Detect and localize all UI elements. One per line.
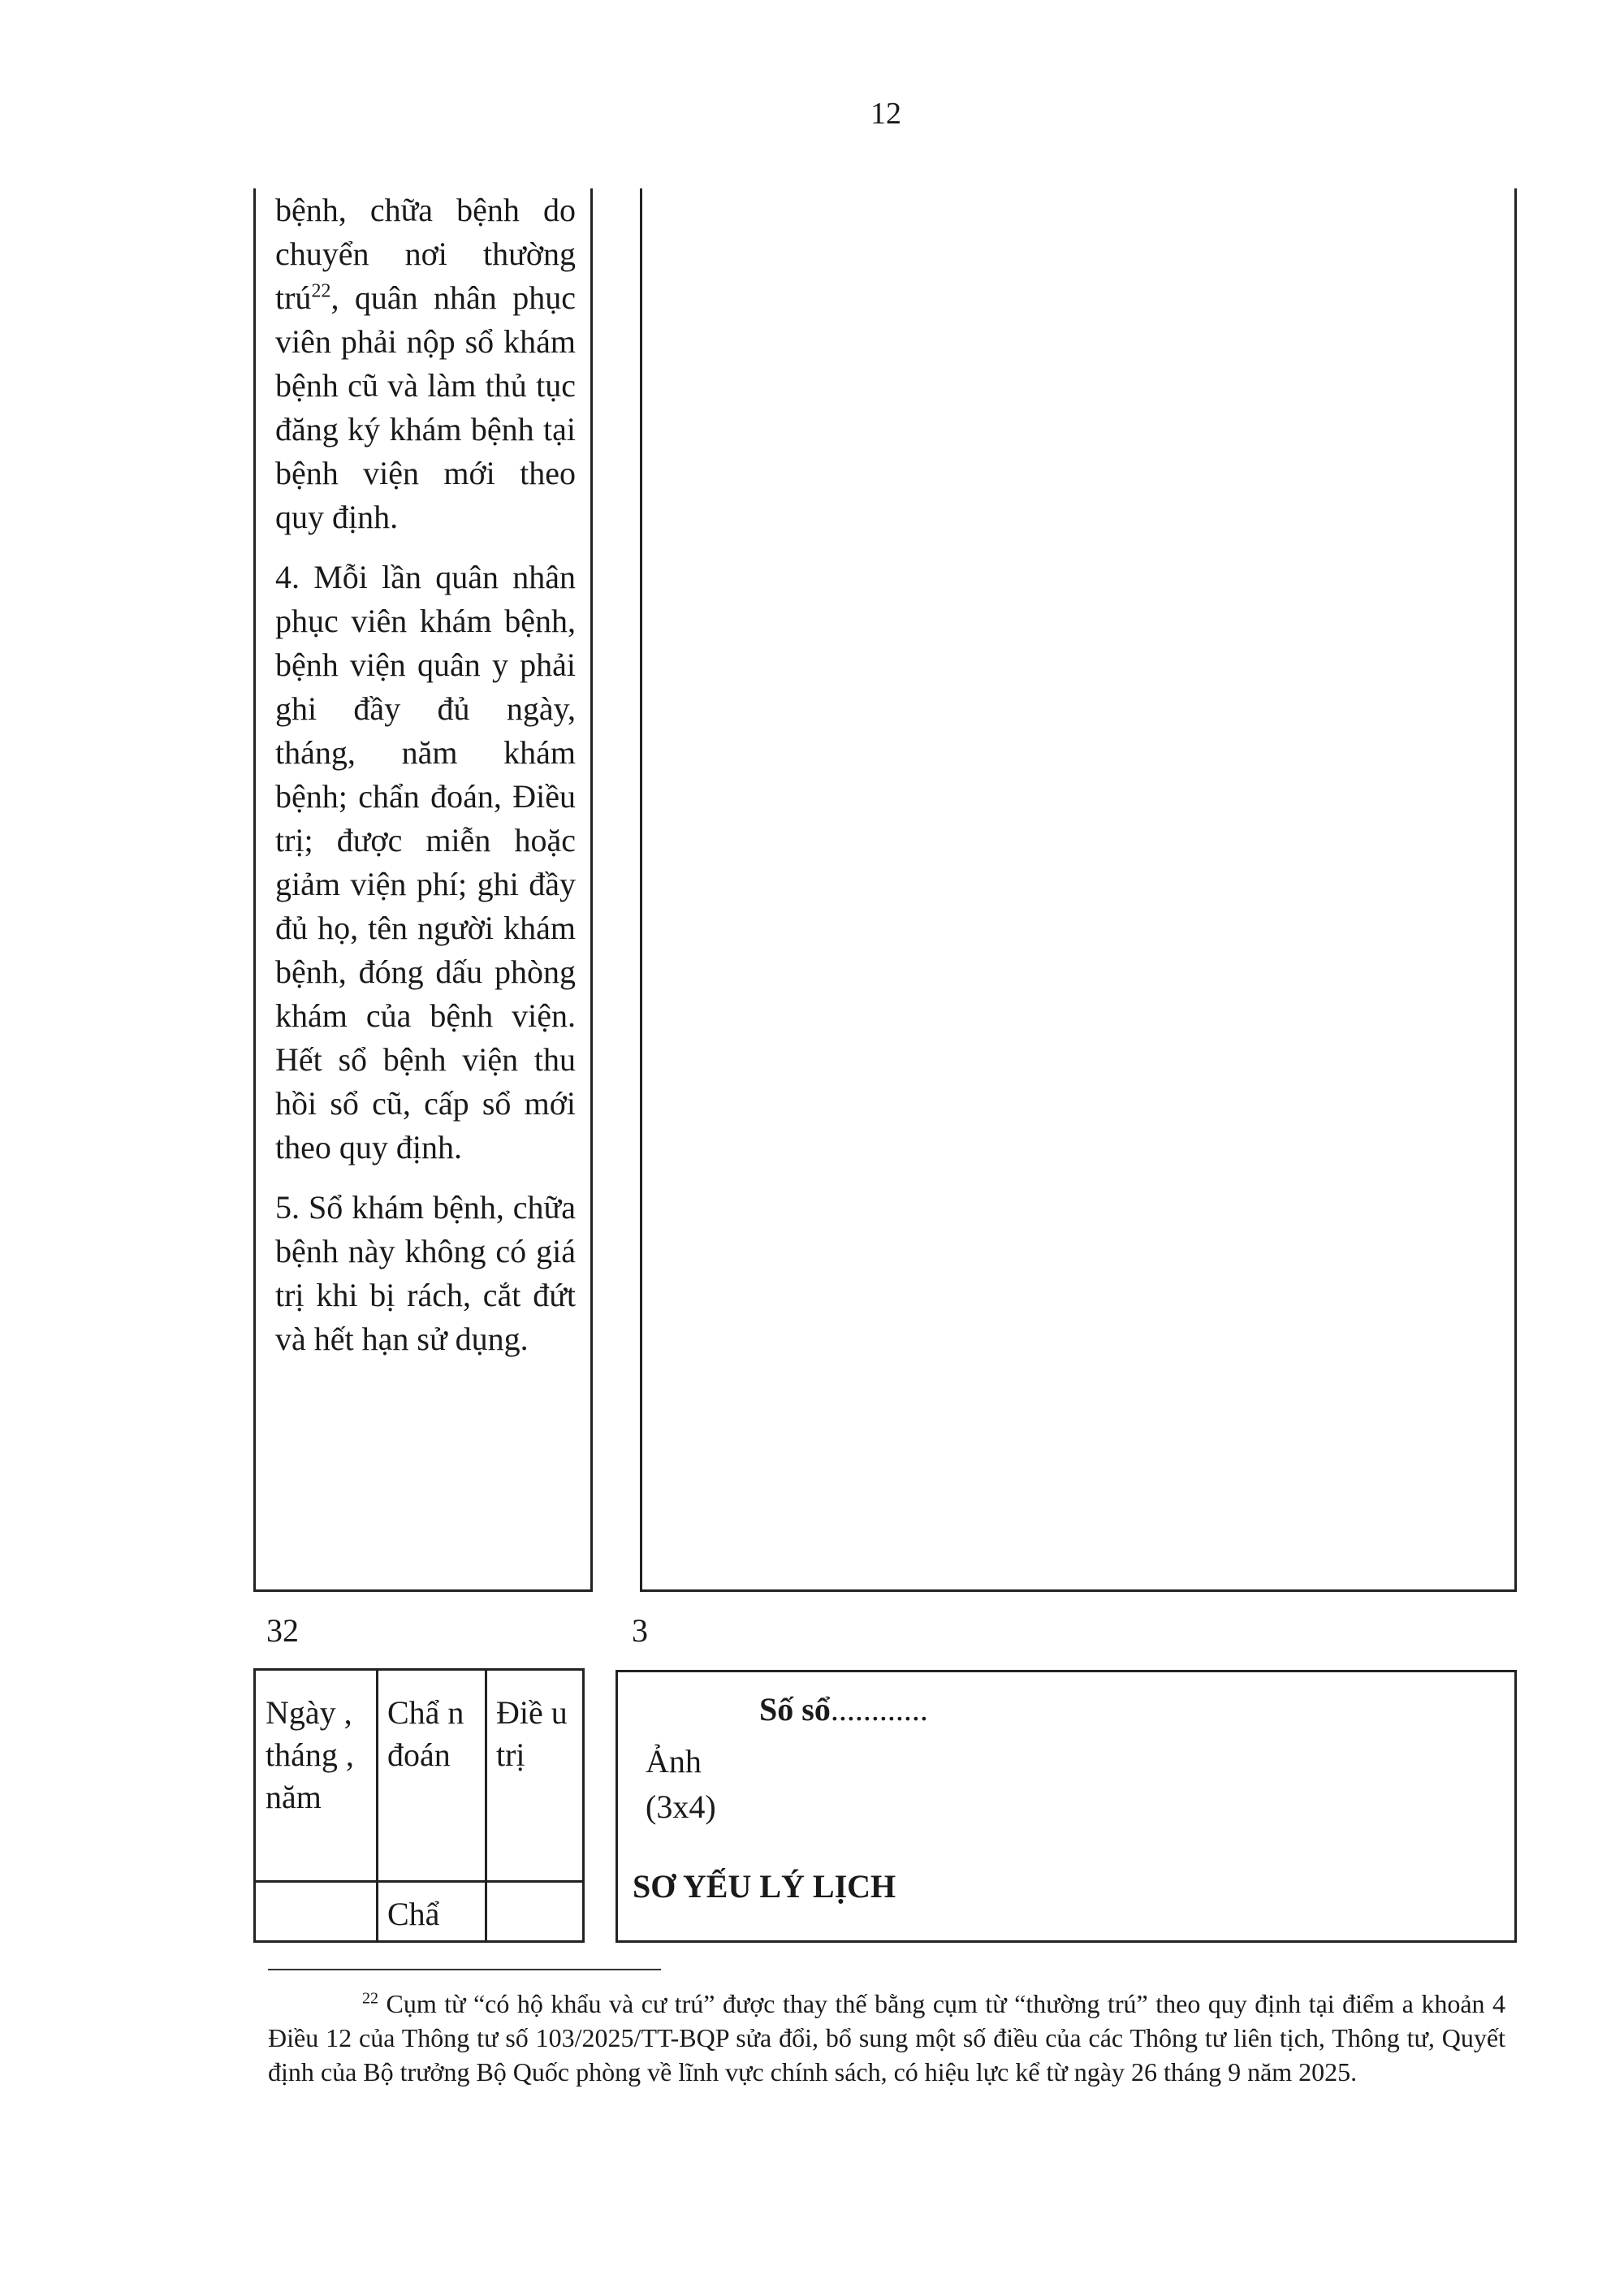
page-number-left: 32 <box>266 1612 299 1649</box>
book-number-dots: ............ <box>830 1691 928 1728</box>
photo-placeholder-label <box>646 1739 716 1830</box>
header-diagnosis: Chẩ n đoán <box>387 1694 464 1773</box>
right-blank-frame <box>640 188 1517 1592</box>
page-number-right: 3 <box>632 1612 648 1649</box>
footnote-text: Cụm từ “có hộ khẩu và cư trú” được thay thế bằng cụm từ “thường trú” theo quy định tại điểm a khoản 4 Điều 12 của Thông tư số 103/2025/TT-BQP sửa đổi, bổ sung một số điều của các Thông tư liên tịch, Thông tư, Quyết định của Bộ trưởng Bộ Quốc phòng về lĩnh vực chính sách, có hiệu lực kể từ ngày 26 tháng 9 năm 2025. <box>268 1989 1506 2087</box>
form-title: SƠ YẾU LÝ LỊCH <box>633 1868 896 1905</box>
photo-label-line-1: Ảnh <box>646 1743 702 1780</box>
profile-form-box <box>615 1670 1517 1943</box>
table-divider <box>485 1671 487 1940</box>
footnote-separator <box>268 1969 661 1970</box>
medical-record-table <box>253 1668 585 1943</box>
photo-label-line-2: (3x4) <box>646 1788 716 1825</box>
footnote <box>268 1987 1505 2089</box>
paragraph-1-text-b: , quân nhân phục viên phải nộp sổ khám bệnh cũ và làm thủ tục đăng ký khám bệnh tại bệnh viện mới theo quy định. <box>275 279 576 535</box>
book-number-field <box>759 1690 928 1728</box>
book-number-label: Số sổ <box>759 1691 831 1728</box>
footnote-marker: 22 <box>362 1989 378 2008</box>
paragraph-item-4: 4. Mỗi lần quân nhân phục viên khám bệnh, bệnh viện quân y phải ghi đầy đủ ngày, tháng, năm khám bệnh; chẩn đoán, Điều trị; được miễn hoặc giảm viện phí; ghi đầy đủ họ, tên người khám bệnh, đóng dấu phòng khám của bệnh viện. Hết sổ bệnh viện thu hồi sổ cũ, cấp sổ mới theo quy định. <box>275 559 576 1165</box>
row2-diagnosis: Chẩ <box>387 1896 440 1932</box>
header-treatment: Điề u trị <box>496 1694 568 1773</box>
header-date: Ngày , tháng , năm <box>266 1694 354 1815</box>
table-row-divider <box>256 1880 582 1883</box>
footnote-reference: 22 <box>311 280 331 302</box>
page-number: 12 <box>870 97 901 131</box>
table-divider <box>376 1671 378 1940</box>
paragraph-1 <box>256 188 590 539</box>
paragraph-item-5: 5. Sổ khám bệnh, chữa bệnh này không có giá trị khi bị rách, cắt đứt và hết hạn sử dụng. <box>275 1189 576 1357</box>
paragraph-1-text-a: bệnh, chữa bệnh do chuyển nơi thường trú <box>275 192 576 316</box>
left-text-column <box>253 188 593 1592</box>
